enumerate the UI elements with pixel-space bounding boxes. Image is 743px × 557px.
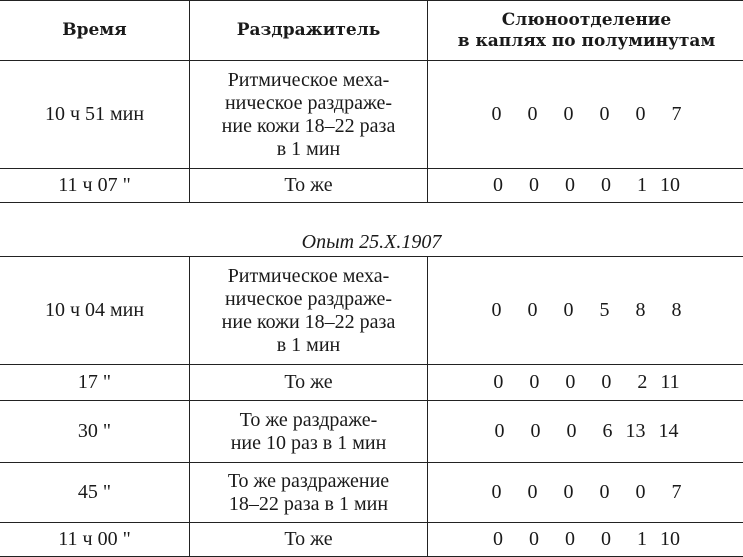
row-stimulus <box>190 169 428 203</box>
stimulus-line: Ритмическое меха- <box>190 265 427 288</box>
row-drops <box>428 401 743 463</box>
row-drops <box>428 523 743 557</box>
table-row <box>0 401 743 463</box>
row-time: 10 ч 51 мин <box>0 61 190 169</box>
stimulus-line: в 1 мин <box>190 138 427 161</box>
stimulus-line: ние кожи 18–22 раза <box>190 115 427 138</box>
experiment-caption: Опыт 25.X.1907 <box>0 230 743 254</box>
table-row <box>0 523 743 557</box>
stimulus-line: То же <box>190 528 427 551</box>
header-stimulus: Раздражитель <box>190 1 428 61</box>
row-time: 11 ч 07 " <box>0 169 190 203</box>
experiment-table-2 <box>0 256 743 557</box>
drops-values: 0 0 0 0 0 7 <box>492 481 682 504</box>
row-stimulus <box>190 463 428 523</box>
row-drops <box>428 463 743 523</box>
stimulus-line: То же раздраже- <box>190 409 427 432</box>
table-row <box>0 463 743 523</box>
drops-values: 0 0 0 0 2 11 <box>493 371 679 394</box>
drops-values: 0 0 0 0 0 7 <box>492 103 682 126</box>
row-drops <box>428 169 743 203</box>
header-salivation <box>428 1 743 61</box>
drops-values: 0 0 0 0 1 10 <box>493 528 680 551</box>
row-stimulus <box>190 401 428 463</box>
row-time: 10 ч 04 мин <box>0 257 190 365</box>
drops-values: 0 0 0 5 8 8 <box>492 299 682 322</box>
stimulus-line: в 1 мин <box>190 334 427 357</box>
row-stimulus <box>190 523 428 557</box>
table-header-row <box>0 1 743 61</box>
header-salivation-line1: Слюноотделение <box>428 10 743 31</box>
stimulus-line: То же <box>190 174 427 197</box>
header-salivation-line2: в каплях по полуминутам <box>428 31 743 52</box>
stimulus-line: ническое раздраже- <box>190 288 427 311</box>
row-stimulus <box>190 365 428 401</box>
row-drops <box>428 257 743 365</box>
stimulus-line: ние кожи 18–22 раза <box>190 311 427 334</box>
stimulus-line: Ритмическое меха- <box>190 69 427 92</box>
stimulus-line: То же <box>190 371 427 394</box>
header-time: Время <box>0 1 190 61</box>
row-stimulus <box>190 61 428 169</box>
table-row <box>0 169 743 203</box>
drops-values: 0 0 0 0 1 10 <box>493 174 680 197</box>
stimulus-line: ническое раздраже- <box>190 92 427 115</box>
stimulus-line: ние 10 раз в 1 мин <box>190 432 427 455</box>
drops-values: 0 0 0 6 13 14 <box>495 420 679 443</box>
row-drops <box>428 61 743 169</box>
row-time: 11 ч 00 " <box>0 523 190 557</box>
row-time: 17 " <box>0 365 190 401</box>
row-stimulus <box>190 257 428 365</box>
stimulus-line: То же раздражение <box>190 470 427 493</box>
row-drops <box>428 365 743 401</box>
row-time: 45 " <box>0 463 190 523</box>
stimulus-line: 18–22 раза в 1 мин <box>190 493 427 516</box>
table-row <box>0 365 743 401</box>
table-row <box>0 257 743 365</box>
experiment-table-1 <box>0 0 743 203</box>
table-row <box>0 61 743 169</box>
row-time: 30 " <box>0 401 190 463</box>
